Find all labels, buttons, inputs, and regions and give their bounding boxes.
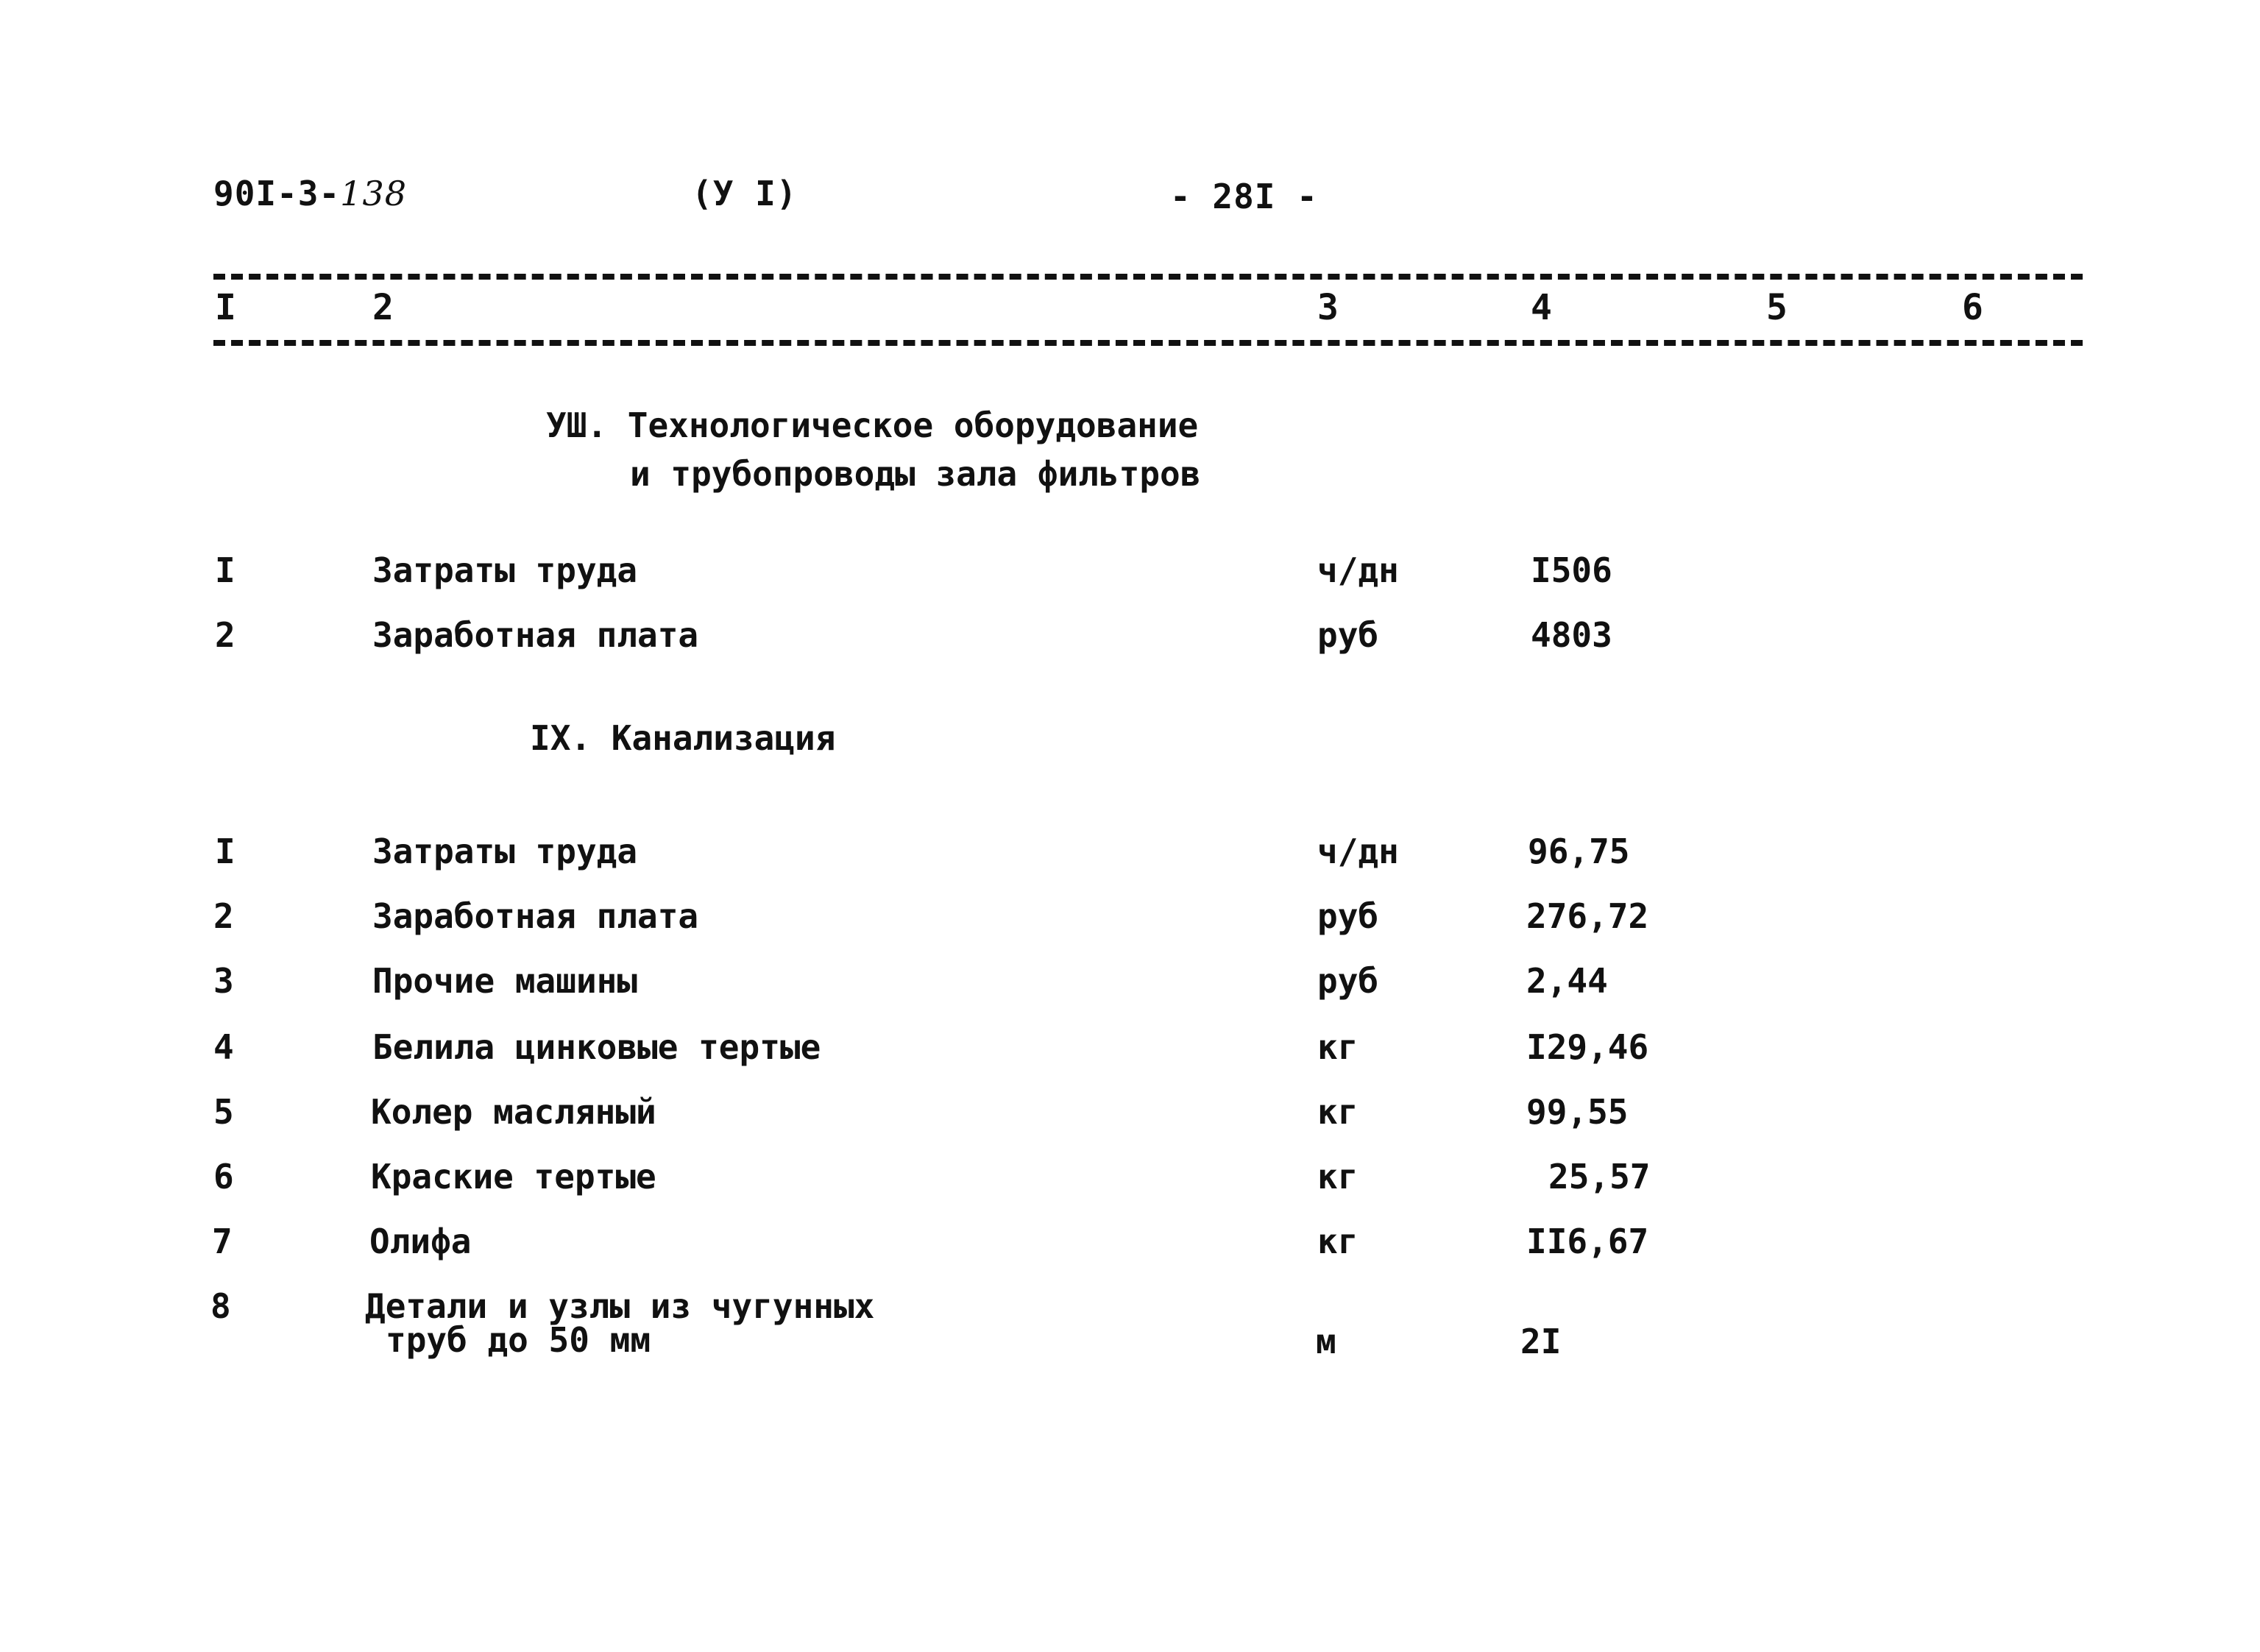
row-name-line: Детали и узлы из чугунных (365, 1286, 875, 1326)
row-unit: кг (1317, 1092, 1359, 1132)
row-unit: ч/дн (1317, 832, 1399, 871)
column-header-1: I (215, 287, 236, 328)
row-name: Заработная плата (372, 615, 699, 655)
row-number: 6 (213, 1157, 234, 1197)
row-value: II6,67 (1526, 1222, 1649, 1261)
row-name: Краские тертые (371, 1157, 656, 1197)
row-name: Заработная плата (372, 896, 699, 936)
row-name: Затраты труда (372, 832, 638, 871)
row-unit: кг (1317, 1157, 1359, 1197)
row-unit: руб (1317, 896, 1379, 936)
row-unit: ч/дн (1317, 550, 1399, 590)
row-number: I (215, 550, 235, 590)
row-value: 2I (1520, 1322, 1562, 1361)
row-value: 99,55 (1526, 1092, 1629, 1132)
row-unit: руб (1317, 615, 1379, 655)
page-number: - 28I - (1170, 177, 1318, 216)
header-bottom-dashed-rule (213, 340, 2083, 346)
section-title-line: и трубопроводы зала фильтров (630, 454, 1201, 494)
row-number: 8 (210, 1286, 231, 1326)
row-value: 4803 (1531, 615, 1612, 655)
row-value: 276,72 (1526, 896, 1649, 936)
row-number: 3 (213, 961, 234, 1001)
row-unit: м (1316, 1322, 1336, 1361)
row-name (365, 1286, 875, 1360)
row-unit: кг (1317, 1222, 1359, 1261)
row-value: 2,44 (1526, 961, 1608, 1001)
row-unit: кг (1317, 1027, 1359, 1067)
row-value: I29,46 (1526, 1027, 1649, 1067)
row-value: I506 (1531, 550, 1612, 590)
section-title: IX. Канализация (530, 718, 836, 758)
column-header-3: 3 (1317, 287, 1339, 328)
row-name: Прочие машины (372, 961, 638, 1001)
column-header-5: 5 (1766, 287, 1788, 328)
row-value: 25,57 (1548, 1157, 1651, 1197)
volume-label: (У I) (692, 174, 798, 213)
row-number: 7 (212, 1222, 233, 1261)
row-name-line: труб до 50 мм (386, 1320, 651, 1360)
column-header-4: 4 (1531, 287, 1552, 328)
header-top-dashed-rule (213, 274, 2083, 280)
row-number: I (215, 832, 235, 871)
row-name: Колер масляный (371, 1092, 656, 1132)
column-header-6: 6 (1962, 287, 1983, 328)
row-unit: руб (1317, 961, 1379, 1001)
document-code-printed: 90I-3- (213, 174, 341, 213)
row-value: 96,75 (1528, 832, 1630, 871)
section-title (546, 401, 1200, 498)
section-title-line: УШ. Технологическое оборудование (546, 405, 1199, 445)
column-header-2: 2 (372, 287, 394, 328)
row-number: 2 (215, 615, 235, 655)
row-number: 5 (213, 1092, 234, 1132)
row-number: 2 (213, 896, 234, 936)
row-name: Затраты труда (372, 550, 638, 590)
row-name: Белила цинковые тертые (372, 1027, 821, 1067)
document-code (213, 174, 407, 213)
row-number: 4 (213, 1027, 234, 1067)
row-name: Олифа (369, 1222, 472, 1261)
document-code-handwritten: 138 (340, 174, 407, 213)
